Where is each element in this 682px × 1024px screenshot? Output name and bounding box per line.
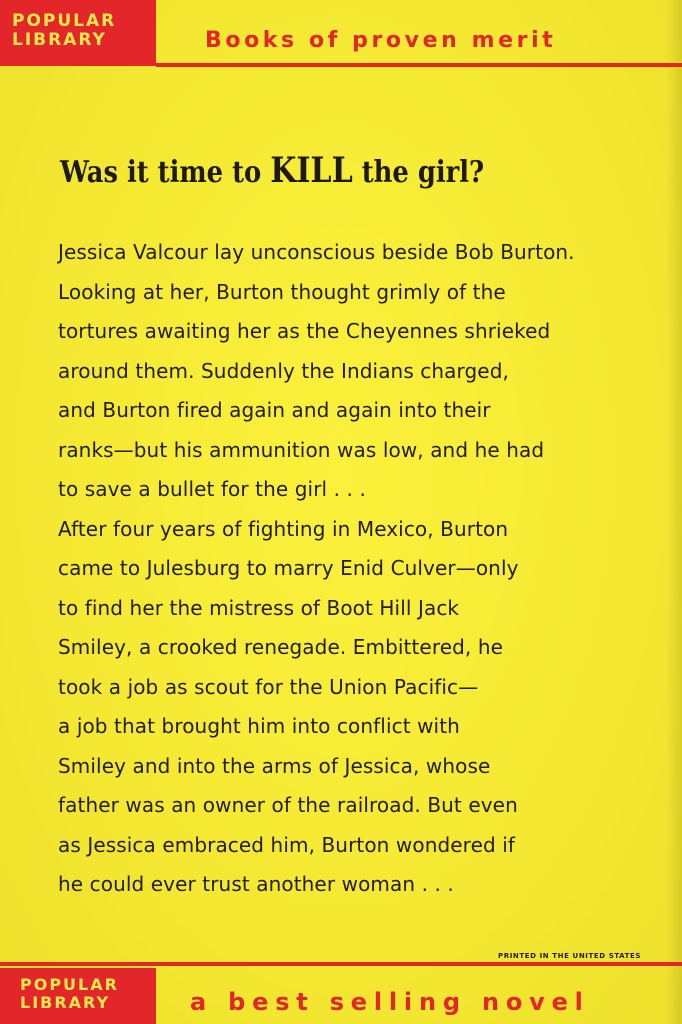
blurb-line: he could ever trust another woman . . . (58, 872, 454, 896)
blurb-line: to find her the mistress of Boot Hill Jack (58, 595, 460, 620)
blurb-line: came to Julesburg to marry Enid Culver—only (58, 556, 519, 580)
logo-line-popular: POPULAR (20, 975, 119, 994)
printed-notice: PRINTED IN THE UNITED STATES (498, 952, 642, 960)
blurb-line: Jessica Valcour lay unconscious beside Bob Burton. (58, 240, 575, 264)
bottom-tagline: a best selling novel (190, 988, 590, 1016)
blurb-line: Looking at her, Burton thought grimly of the (58, 279, 506, 304)
blurb-line: tortures awaiting her as the Cheyennes shrieked (58, 319, 551, 343)
logo-line-library: LIBRARY (20, 993, 111, 1012)
blurb-line: took a job as scout for the Union Pacific— (58, 674, 479, 699)
blurb-line: Smiley and into the arms of Jessica, whose (58, 753, 491, 778)
blurb-line: as Jessica embraced him, Burton wondered if (58, 832, 516, 857)
spine-shadow (666, 0, 682, 1024)
blurb-line: around them. Suddenly the Indians charged, (58, 358, 509, 383)
blurb-line: a job that brought him into conflict with (58, 714, 460, 738)
top-banner (0, 0, 682, 68)
logo-line-popular: POPULAR (12, 11, 117, 31)
headline-emphasis: KILL (270, 150, 353, 191)
headline (60, 150, 576, 191)
top-red-rule (156, 63, 682, 67)
publisher-logo-text-top (12, 12, 152, 50)
blurb (58, 233, 658, 905)
top-tagline: Books of proven merit (205, 28, 557, 53)
blurb-line: to save a bullet for the girl . . . (58, 477, 366, 501)
logo-line-library: LIBRARY (12, 30, 107, 50)
blurb-line: After four years of fighting in Mexico, Burton (58, 516, 509, 541)
headline-after: the girl? (352, 155, 485, 190)
blurb-line: and Burton fired again and again into their (58, 398, 491, 422)
blurb-line: ranks—but his ammunition was low, and he had (58, 437, 545, 462)
blurb-line: father was an owner of the railroad. But even (58, 793, 518, 817)
blurb-line: Smiley, a crooked renegade. Embittered, he (58, 635, 504, 659)
bottom-red-rule (0, 962, 682, 966)
headline-before: Was it time to (60, 155, 271, 190)
publisher-logo-text-bottom (20, 976, 156, 1012)
